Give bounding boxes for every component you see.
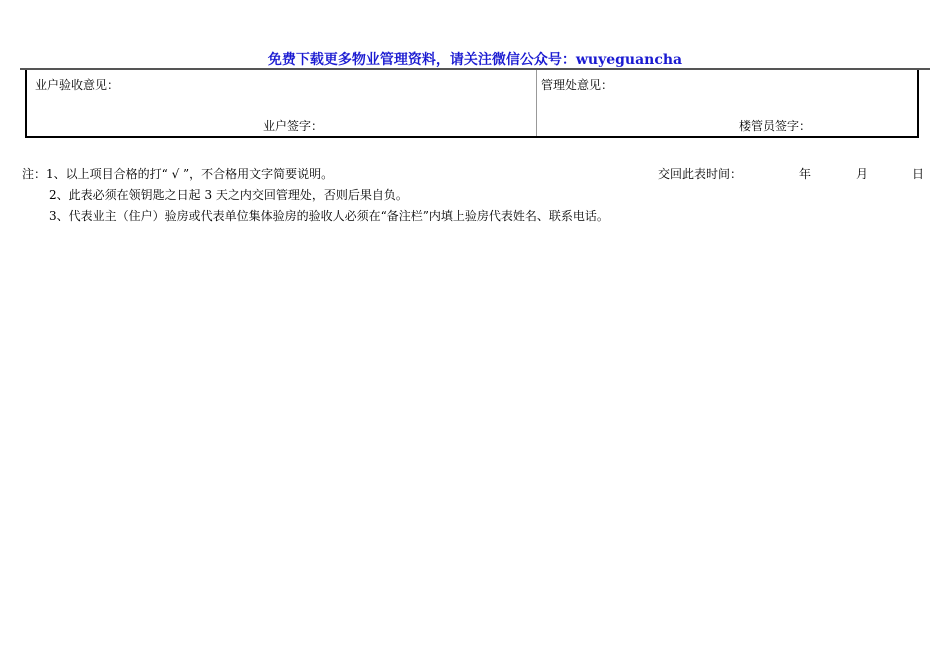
- note-line-1: 注：1、以上项目合格的打“ √ ”，不合格用文字简要说明。: [22, 167, 334, 181]
- download-banner: 免费下载更多物业管理资料，请关注微信公众号：wuyeguancha: [267, 52, 683, 68]
- note-line-3: 3、代表业主（住户）验房或代表单位集体验房的验收人必须在“备注栏”内填上验房代表姓名、联系电话。: [49, 209, 609, 223]
- note-line-2: 2、此表必须在领钥匙之日起 3 天之内交回管理处，否则后果自负。: [49, 188, 408, 202]
- acceptance-form-box: [25, 70, 919, 138]
- return-year-label: 年: [799, 167, 812, 181]
- manager-signature-label: 楼管员签字：: [739, 119, 812, 133]
- owner-signature-label: 业户签字：: [263, 119, 324, 133]
- return-day-label: 日: [912, 167, 925, 181]
- return-month-label: 月: [856, 167, 869, 181]
- return-time-label: 交回此表时间：: [658, 167, 743, 181]
- column-divider: [536, 70, 537, 136]
- owner-opinion-label: 业户验收意见：: [35, 78, 120, 92]
- office-opinion-label: 管理处意见：: [541, 78, 614, 92]
